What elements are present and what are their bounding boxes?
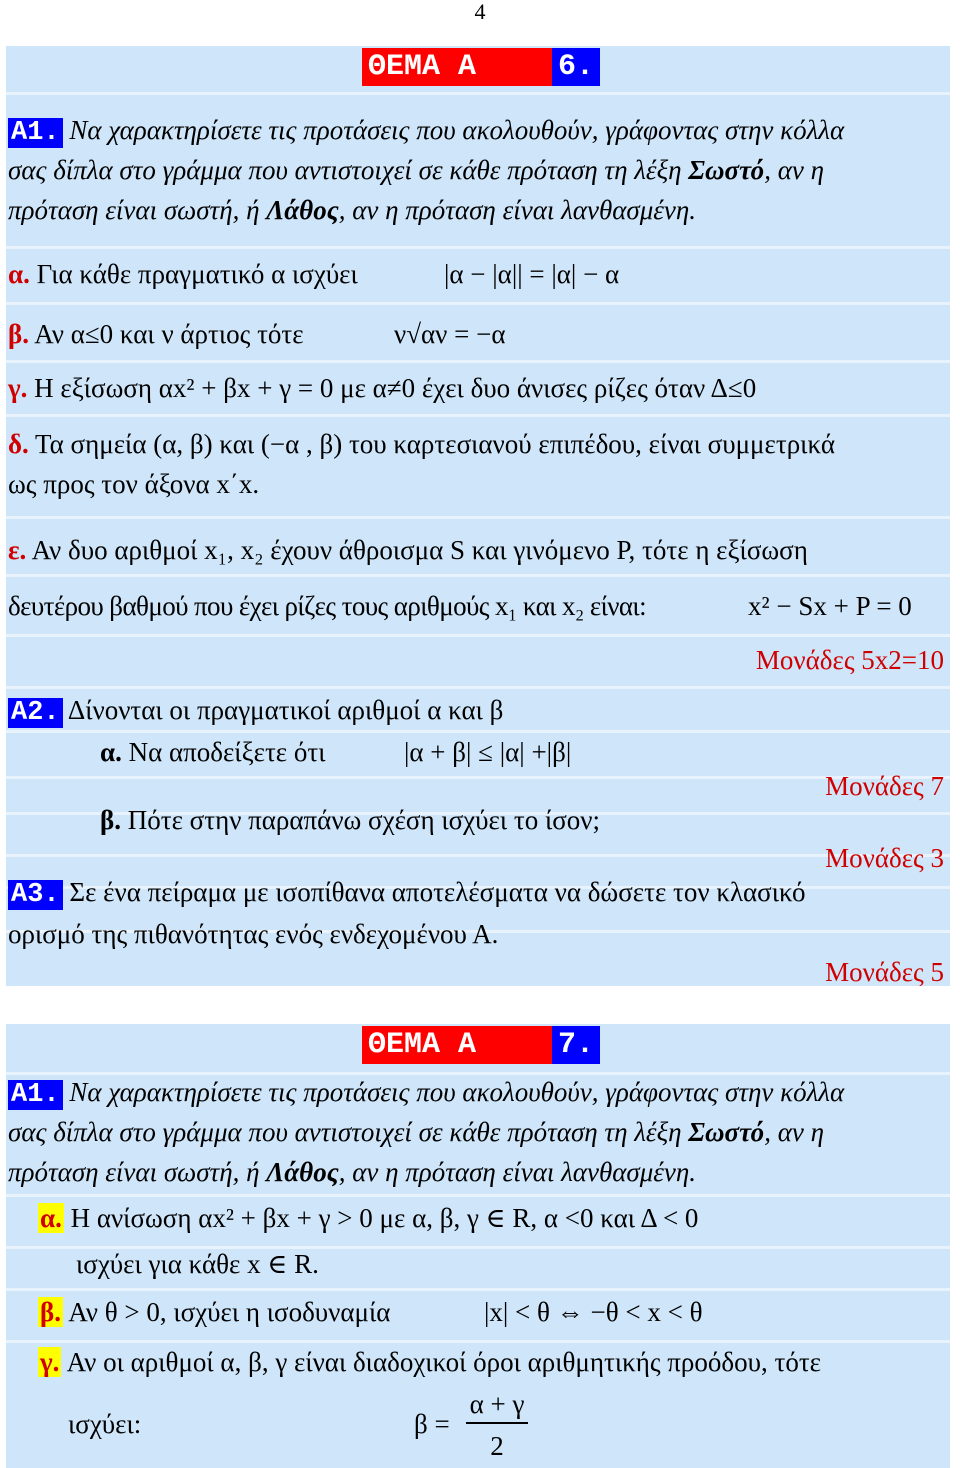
page-number: 4 <box>474 0 486 24</box>
theme-7-item-a-text-2: ισχύει για κάθε x ∈ R. <box>76 1249 319 1279</box>
theme-6-a2 <box>8 694 503 729</box>
theme-6-a2-text: Δίνονται οι πραγματικοί αριθμοί α και β <box>67 695 504 725</box>
item-b-math: ν√αν = −α <box>394 319 506 349</box>
item-d-label: δ. <box>8 429 29 459</box>
a2-a-text: Να αποδείξετε ότι <box>128 737 326 767</box>
theme-6-a3-line-1 <box>8 876 806 911</box>
item-e-math: x² − Sx + P = 0 <box>748 591 912 621</box>
theme-6-item-d <box>8 428 835 460</box>
fraction-denominator: 2 <box>490 1431 504 1461</box>
theme-7-item-c-text: Αν οι αριθμοί α, β, γ είναι διαδοχικοί όροι αριθμητικής προόδου, τότε <box>66 1347 822 1377</box>
item-a-text: Για κάθε πραγματικό α ισχύει <box>36 259 358 289</box>
theme-6-item-b <box>8 318 304 350</box>
theme-6-item-c <box>8 372 756 404</box>
a2-a-label: α. <box>100 737 122 767</box>
theme-7-number: 7. <box>552 1026 600 1064</box>
theme-6-a1-text-2a: σας δίπλα στο γράμμα που αντιστοιχεί σε κάθε πρόταση τη λέξη <box>8 155 689 185</box>
item-e-text-2: δευτέρου βαθμού που έχει ρίζες τους αριθμούς x₁ και x₂ είναι: <box>8 591 646 621</box>
theme-6-a1-line-1 <box>8 114 844 149</box>
theme-6-a1-points: Μονάδες 5x2=10 <box>755 645 944 675</box>
a2-a-math: |α + β| ≤ |α| +|β| <box>404 737 572 767</box>
theme-7-item-a-text-1: Η ανίσωση αx² + βx + γ > 0 με α, β, γ ∈ R, α <0 και Δ < 0 <box>70 1203 699 1233</box>
theme-6-a3-text-2: ορισμό της πιθανότητας ενός ενδεχομένου Α. <box>8 919 499 949</box>
theme-7-correct-word: Σωστό <box>688 1117 765 1147</box>
theme-7-item-c <box>38 1346 821 1378</box>
item-e-text-1: Αν δυο αριθμοί x₁, x₂ έχουν άθροισμα S και γινόμενο P, τότε η εξίσωση <box>31 535 808 565</box>
theme-7-item-b-label: β. <box>40 1297 61 1327</box>
fraction-bar <box>466 1422 528 1424</box>
theme-6-a1-line-3 <box>8 194 696 226</box>
item-b-label: β. <box>8 319 29 349</box>
item-b-text: Αν α≤0 και ν άρτιος τότε <box>34 319 304 349</box>
theme-7-a1-text-3a: πρόταση είναι σωστή, ή <box>8 1157 267 1187</box>
theme-7-a1-line-3 <box>8 1156 696 1188</box>
item-d-text-1: Τα σημεία (α, β) και (−α , β) του καρτεσιανού επιπέδου, είναι συμμετρικά <box>35 429 835 459</box>
fraction-lhs: β = <box>414 1409 450 1439</box>
theme-6-a1-text-2b: , αν η <box>764 155 824 185</box>
theme-6-correct-word: Σωστό <box>688 155 765 185</box>
theme-7-a1-text-1: Να χαρακτηρίσετε τις προτάσεις που ακολουθούν, γράφοντας στην κόλλα <box>69 1077 845 1107</box>
theme-6-item-e <box>8 534 808 566</box>
theme-7-item-b <box>38 1296 390 1328</box>
theme-7-a1-line-2 <box>8 1116 824 1148</box>
theme-6-a3-text-1: Σε ένα πείραμα με ισοπίθανα αποτελέσματα να δώσετε τον κλασικό <box>69 877 806 907</box>
a2-b-text: Πότε στην παραπάνω σχέση ισχύει το ίσον; <box>127 805 601 835</box>
item-a-math: |α − |α|| = |α| − α <box>444 259 620 289</box>
theme-6-title: ΘΕΜΑ Α <box>362 48 552 86</box>
theme-6-a1-label: Α1. <box>8 118 63 148</box>
a2-a-points: Μονάδες 7 <box>825 771 944 801</box>
theme-6-number: 6. <box>552 48 600 86</box>
theme-7-item-b-math: |x| < θ ⇔ −θ < x < θ <box>484 1297 703 1327</box>
item-d-text-2: ως προς τον άξονα x΄x. <box>8 469 260 499</box>
theme-7-wrong-word: Λάθος <box>266 1157 339 1187</box>
theme-7-a1-label: Α1. <box>8 1080 63 1110</box>
theme-6-a3-label: Α3. <box>8 880 63 910</box>
theme-7-a1-line-1 <box>8 1076 844 1111</box>
theme-6-a1-text-3b: , αν η πρόταση είναι λανθασμένη. <box>338 195 697 225</box>
a2-b-points: Μονάδες 3 <box>825 843 944 873</box>
item-a-label: α. <box>8 259 30 289</box>
theme-7-item-b-text: Αν θ > 0, ισχύει η ισοδυναμία <box>68 1297 391 1327</box>
a2-b-label: β. <box>100 805 121 835</box>
theme-6-a2-b <box>100 804 600 836</box>
theme-6-a1-line-2 <box>8 154 824 186</box>
theme-6-a2-a <box>100 736 326 768</box>
theme-6-wrong-word: Λάθος <box>266 195 339 225</box>
theme-6-panel <box>6 46 950 986</box>
item-e-label: ε. <box>8 535 27 565</box>
theme-6-a1-text-3a: πρόταση είναι σωστή, ή <box>8 195 267 225</box>
theme-7-title: ΘΕΜΑ Α <box>362 1026 552 1064</box>
theme-6-a2-label: Α2. <box>8 698 63 728</box>
theme-7-a1-text-3b: , αν η πρόταση είναι λανθασμένη. <box>338 1157 697 1187</box>
fraction-numerator: α + γ <box>469 1389 525 1419</box>
theme-6-a3-points: Μονάδες 5 <box>825 957 944 987</box>
theme-7-item-a <box>38 1202 698 1234</box>
theme-6-item-a <box>8 258 358 290</box>
theme-7-item-a-label: α. <box>40 1203 62 1233</box>
item-c-text: Η εξίσωση αx² + βx + γ = 0 με α≠0 έχει δυο άνισες ρίζες όταν Δ≤0 <box>34 373 757 403</box>
theme-7-a1-text-2a: σας δίπλα στο γράμμα που αντιστοιχεί σε κάθε πρόταση τη λέξη <box>8 1117 689 1147</box>
theme-6-a1-text-1: Να χαρακτηρίσετε τις προτάσεις που ακολουθούν, γράφοντας στην κόλλα <box>69 115 845 145</box>
item-c-label: γ. <box>8 373 28 403</box>
theme-7-item-c-label: γ. <box>40 1347 60 1377</box>
theme-7-item-c-text-2: ισχύει: <box>68 1409 142 1439</box>
theme-7-a1-text-2b: , αν η <box>764 1117 824 1147</box>
